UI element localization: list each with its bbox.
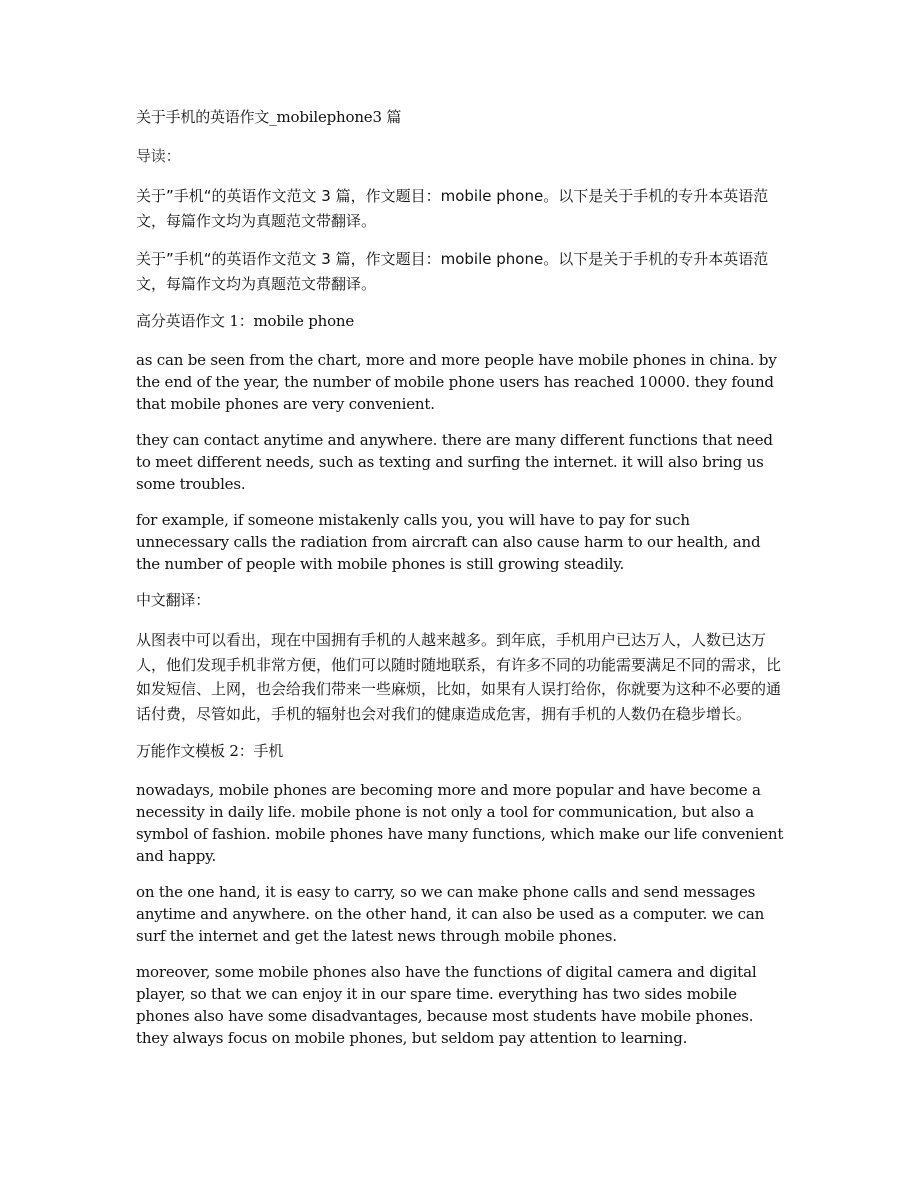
essay1-heading: 高分英语作文 1：mobile phone [136, 312, 355, 330]
essay2-paragraph: moreover, some mobile phones also have the functions of digital camera and digital player, so that we can enjoy it in our spare time. everything has two sides mobile phones also have some disadvantages, because most students have mobile phones. they always focus on mobile phones, but seldom pay attention to learning. [136, 963, 757, 1047]
essay1-paragraph: for example, if someone mistakenly calls you, you will have to pay for such unnecessary calls the radiation from aircraft can also cause harm to our health, and the number of people with mobile phones is still growing steadily. [136, 511, 761, 573]
intro-paragraph: 关于”手机“的英语作文范文 3 篇，作文题目：mobile phone。以下是关于手机的专升本英语范文，每篇作文均为真题范文带翻译。 [136, 250, 769, 293]
translation-paragraph: 从图表中可以看出，现在中国拥有手机的人越来越多。到年底，手机用户已达万人，人数已达万人，他们发现手机非常方便，他们可以随时随地联系，有许多不同的功能需要满足不同的需求，比如发短信、上网，也会给我们带来一些麻烦，比如，如果有人误打给你，你就要为这种不必要的通话付费，尽管如此，手机的辐射也会对我们的健康造成危害，拥有手机的人数仍在稳步增长。 [136, 631, 782, 723]
document-page [136, 106, 786, 1063]
essay2-paragraph: on the one hand, it is easy to carry, so we can make phone calls and send messages anytime and anywhere. on the other hand, it can also be used as a computer. we can surf the internet and get the latest news through mobile phones. [136, 883, 765, 945]
translation-label: 中文翻译： [136, 591, 211, 609]
essay2-heading: 万能作文模板 2：手机 [136, 742, 284, 760]
document-title: 关于手机的英语作文_mobilephone3 篇 [136, 108, 402, 126]
essay1-paragraph: they can contact anytime and anywhere. there are many different functions that need to meet different needs, such as texting and surfing the internet. it will also bring us some troubles. [136, 431, 773, 493]
intro-paragraph: 关于”手机“的英语作文范文 3 篇，作文题目：mobile phone。以下是关于手机的专升本英语范文，每篇作文均为真题范文带翻译。 [136, 187, 769, 230]
essay1-paragraph: as can be seen from the chart, more and more people have mobile phones in china. by the end of the year, the number of mobile phone users has reached 10000. they found that mobile phones are very convenient. [136, 351, 777, 413]
essay2-paragraph: nowadays, mobile phones are becoming more and more popular and have become a necessity in daily life. mobile phone is not only a tool for communication, but also a symbol of fashion. mobile phones have many functions, which make our life convenient and happy. [136, 781, 784, 865]
intro-label: 导读： [136, 147, 181, 165]
